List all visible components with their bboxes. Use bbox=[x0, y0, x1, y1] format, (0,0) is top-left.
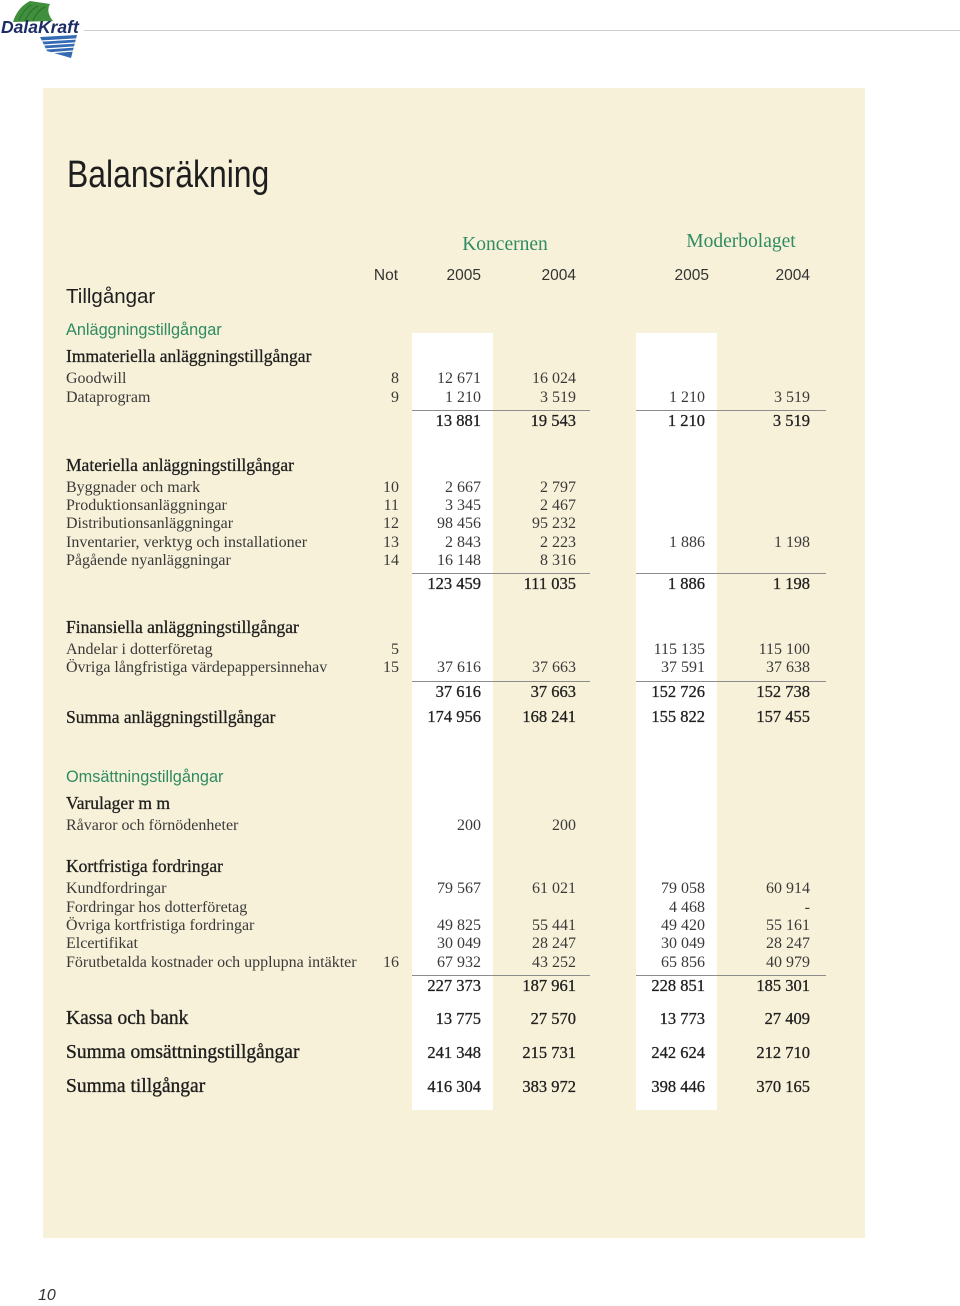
koncernen-2004-value: 111 035 bbox=[523, 574, 576, 593]
moderbolaget-2005-value: 115 135 bbox=[653, 641, 705, 658]
header-rule bbox=[84, 30, 960, 31]
column-header-koncernen-2005: 2005 bbox=[446, 267, 481, 284]
moderbolaget-2004-value: 3 519 bbox=[774, 389, 810, 406]
moderbolaget-2005-value: 1 886 bbox=[667, 574, 705, 593]
moderbolaget-2004-value: 1 198 bbox=[774, 534, 810, 551]
row-label: Varulager m m bbox=[66, 793, 170, 813]
moderbolaget-2005-value: 1 886 bbox=[669, 534, 705, 551]
koncernen-2005-value: 37 616 bbox=[435, 682, 481, 701]
moderbolaget-2005-value: 30 049 bbox=[661, 935, 705, 952]
table-row bbox=[0, 814, 960, 838]
moderbolaget-2004-value: 37 638 bbox=[766, 659, 810, 676]
table-row bbox=[0, 656, 960, 680]
table-row bbox=[0, 951, 960, 975]
moderbolaget-2004-value: 212 710 bbox=[756, 1043, 810, 1062]
koncernen-2004-value: 3 519 bbox=[540, 389, 576, 406]
note-ref: 13 bbox=[383, 534, 399, 551]
group-header-moderbolaget: Moderbolaget bbox=[686, 231, 796, 252]
koncernen-2005-value: 37 616 bbox=[437, 659, 481, 676]
group-header-koncernen: Koncernen bbox=[462, 234, 548, 255]
row-label: Distributionsanläggningar bbox=[66, 515, 234, 532]
koncernen-2005-value: 3 345 bbox=[445, 497, 481, 514]
row-label: Immateriella anläggningstillgångar bbox=[66, 346, 312, 366]
moderbolaget-2004-value: 27 409 bbox=[764, 1009, 810, 1028]
subtotal-row bbox=[0, 974, 960, 998]
row-label: Kortfristiga fordringar bbox=[66, 856, 223, 876]
koncernen-2005-value: 49 825 bbox=[437, 917, 481, 934]
koncernen-2004-value: 37 663 bbox=[532, 659, 576, 676]
column-header-moderbolaget-2004: 2004 bbox=[775, 267, 810, 284]
moderbolaget-2005-value: 49 420 bbox=[661, 917, 705, 934]
koncernen-2004-value: 200 bbox=[552, 817, 576, 834]
koncernen-2005-value: 1 210 bbox=[445, 389, 481, 406]
koncernen-2005-value: 13 881 bbox=[435, 411, 481, 430]
row-label: Råvaror och förnödenheter bbox=[66, 817, 239, 834]
row-label: Andelar i dotterföretag bbox=[66, 641, 213, 658]
koncernen-2005-value: 123 459 bbox=[427, 574, 481, 593]
koncernen-2004-value: 215 731 bbox=[522, 1043, 576, 1062]
row-label: Dataprogram bbox=[66, 389, 151, 406]
page-title: Balansräkning bbox=[67, 154, 270, 196]
column-header-not: Not bbox=[373, 267, 398, 284]
note-ref: 12 bbox=[383, 515, 399, 532]
koncernen-2004-value: 19 543 bbox=[530, 411, 576, 430]
koncernen-2005-value: 2 843 bbox=[445, 534, 481, 551]
section-heading bbox=[0, 344, 960, 368]
table-row bbox=[0, 386, 960, 410]
row-label: Omsättningstillgångar bbox=[66, 768, 224, 786]
koncernen-2004-value: 2 223 bbox=[540, 534, 576, 551]
koncernen-2004-value: 16 024 bbox=[532, 370, 576, 387]
moderbolaget-2004-value: 370 165 bbox=[756, 1077, 810, 1096]
note-ref: 9 bbox=[391, 389, 399, 406]
moderbolaget-2004-value: 1 198 bbox=[772, 574, 810, 593]
koncernen-2005-value: 2 667 bbox=[445, 479, 481, 496]
koncernen-2005-value: 12 671 bbox=[437, 370, 481, 387]
column-header-koncernen-2004: 2004 bbox=[541, 267, 576, 284]
total-row bbox=[0, 1075, 960, 1099]
moderbolaget-2005-value: 398 446 bbox=[651, 1077, 705, 1096]
total-row bbox=[0, 1041, 960, 1065]
koncernen-2004-value: 43 252 bbox=[532, 954, 576, 971]
koncernen-2004-value: 8 316 bbox=[540, 552, 576, 569]
moderbolaget-2004-value: 28 247 bbox=[766, 935, 810, 952]
koncernen-2004-value: 2 797 bbox=[540, 479, 576, 496]
row-label: Övriga kortfristiga fordringar bbox=[66, 917, 255, 934]
dalakraft-logo bbox=[0, 0, 86, 60]
koncernen-2005-value: 79 567 bbox=[437, 880, 481, 897]
subtotal-row bbox=[0, 409, 960, 433]
koncernen-2004-value: 95 232 bbox=[532, 515, 576, 532]
koncernen-2004-value: 187 961 bbox=[522, 976, 576, 995]
row-label: Fordringar hos dotterföretag bbox=[66, 899, 248, 916]
row-label: Byggnader och mark bbox=[66, 479, 201, 496]
koncernen-2004-value: 168 241 bbox=[522, 707, 576, 726]
row-label: Finansiella anläggningstillgångar bbox=[66, 617, 299, 637]
row-label: Elcertifikat bbox=[66, 935, 138, 952]
moderbolaget-2005-value: 242 624 bbox=[651, 1043, 705, 1062]
koncernen-2005-value: 416 304 bbox=[427, 1077, 481, 1096]
section-heading bbox=[0, 453, 960, 477]
koncernen-2005-value: 13 775 bbox=[435, 1009, 481, 1028]
moderbolaget-2004-value: 3 519 bbox=[772, 411, 810, 430]
row-label: Goodwill bbox=[66, 370, 127, 387]
row-label: Summa anläggningstillgångar bbox=[66, 707, 276, 727]
subtotal-row bbox=[0, 680, 960, 704]
moderbolaget-2005-value: 37 591 bbox=[661, 659, 705, 676]
moderbolaget-2004-value: 152 738 bbox=[756, 682, 810, 701]
moderbolaget-2005-value: 4 468 bbox=[669, 899, 705, 916]
koncernen-2005-value: 98 456 bbox=[437, 515, 481, 532]
koncernen-2005-value: 241 348 bbox=[427, 1043, 481, 1062]
subtotal-row bbox=[0, 572, 960, 596]
koncernen-2005-value: 200 bbox=[457, 817, 481, 834]
row-label: Materiella anläggningstillgångar bbox=[66, 455, 294, 475]
koncernen-2004-value: 61 021 bbox=[532, 880, 576, 897]
moderbolaget-2004-value: 157 455 bbox=[756, 707, 810, 726]
row-label: Inventarier, verktyg och installationer bbox=[66, 534, 308, 551]
koncernen-2005-value: 227 373 bbox=[427, 976, 481, 995]
moderbolaget-2004-value: 55 161 bbox=[766, 917, 810, 934]
moderbolaget-2004-value: 185 301 bbox=[756, 976, 810, 995]
koncernen-2004-value: 37 663 bbox=[530, 682, 576, 701]
koncernen-2004-value: 383 972 bbox=[522, 1077, 576, 1096]
row-label: Summa tillgångar bbox=[66, 1076, 206, 1097]
koncernen-2005-value: 30 049 bbox=[437, 935, 481, 952]
moderbolaget-2004-value: - bbox=[804, 899, 810, 916]
column-header-moderbolaget-2005: 2005 bbox=[674, 267, 709, 284]
koncernen-2005-value: 174 956 bbox=[427, 707, 481, 726]
moderbolaget-2005-value: 65 856 bbox=[661, 954, 705, 971]
note-ref: 15 bbox=[383, 659, 399, 676]
note-ref: 16 bbox=[383, 954, 399, 971]
page-number: 10 bbox=[38, 1287, 56, 1304]
moderbolaget-2005-value: 1 210 bbox=[669, 389, 705, 406]
moderbolaget-2004-value: 40 979 bbox=[766, 954, 810, 971]
moderbolaget-2004-value: 60 914 bbox=[766, 880, 810, 897]
note-ref: 14 bbox=[383, 552, 399, 569]
moderbolaget-2005-value: 13 773 bbox=[659, 1009, 705, 1028]
moderbolaget-2005-value: 1 210 bbox=[667, 411, 705, 430]
moderbolaget-2005-value: 155 822 bbox=[651, 707, 705, 726]
moderbolaget-2005-value: 152 726 bbox=[651, 682, 705, 701]
row-label: Övriga långfristiga värdepappersinnehav bbox=[66, 659, 328, 676]
table-row bbox=[0, 549, 960, 573]
koncernen-2004-value: 28 247 bbox=[532, 935, 576, 952]
logo-blue-wave-icon bbox=[40, 35, 77, 58]
row-label: Kassa och bank bbox=[66, 1008, 189, 1029]
row-label: Pågående nyanläggningar bbox=[66, 552, 231, 569]
moderbolaget-2005-value: 228 851 bbox=[651, 976, 705, 995]
category-heading bbox=[0, 318, 960, 342]
section-heading bbox=[0, 854, 960, 878]
row-label: Produktionsanläggningar bbox=[66, 497, 227, 514]
note-ref: 11 bbox=[383, 497, 399, 514]
note-ref: 8 bbox=[391, 370, 399, 387]
note-ref: 10 bbox=[383, 479, 399, 496]
moderbolaget-2004-value: 115 100 bbox=[758, 641, 810, 658]
row-label: Anläggningstillgångar bbox=[66, 321, 222, 339]
row-label: Summa omsättningstillgångar bbox=[66, 1042, 300, 1063]
row-label: Kundfordringar bbox=[66, 880, 167, 897]
koncernen-2004-value: 55 441 bbox=[532, 917, 576, 934]
section-heading bbox=[0, 615, 960, 639]
note-ref: 5 bbox=[391, 641, 399, 658]
section-title: Tillgångar bbox=[66, 285, 156, 308]
logo-text: DalaKraft bbox=[1, 17, 79, 37]
koncernen-2005-value: 16 148 bbox=[437, 552, 481, 569]
row-label: Förutbetalda kostnader och upplupna intäkter bbox=[66, 954, 357, 971]
moderbolaget-2005-value: 79 058 bbox=[661, 880, 705, 897]
category-heading bbox=[0, 765, 960, 789]
total-row bbox=[0, 1007, 960, 1031]
koncernen-2004-value: 27 570 bbox=[530, 1009, 576, 1028]
koncernen-2004-value: 2 467 bbox=[540, 497, 576, 514]
total-row bbox=[0, 705, 960, 729]
section-heading bbox=[0, 791, 960, 815]
koncernen-2005-value: 67 932 bbox=[437, 954, 481, 971]
